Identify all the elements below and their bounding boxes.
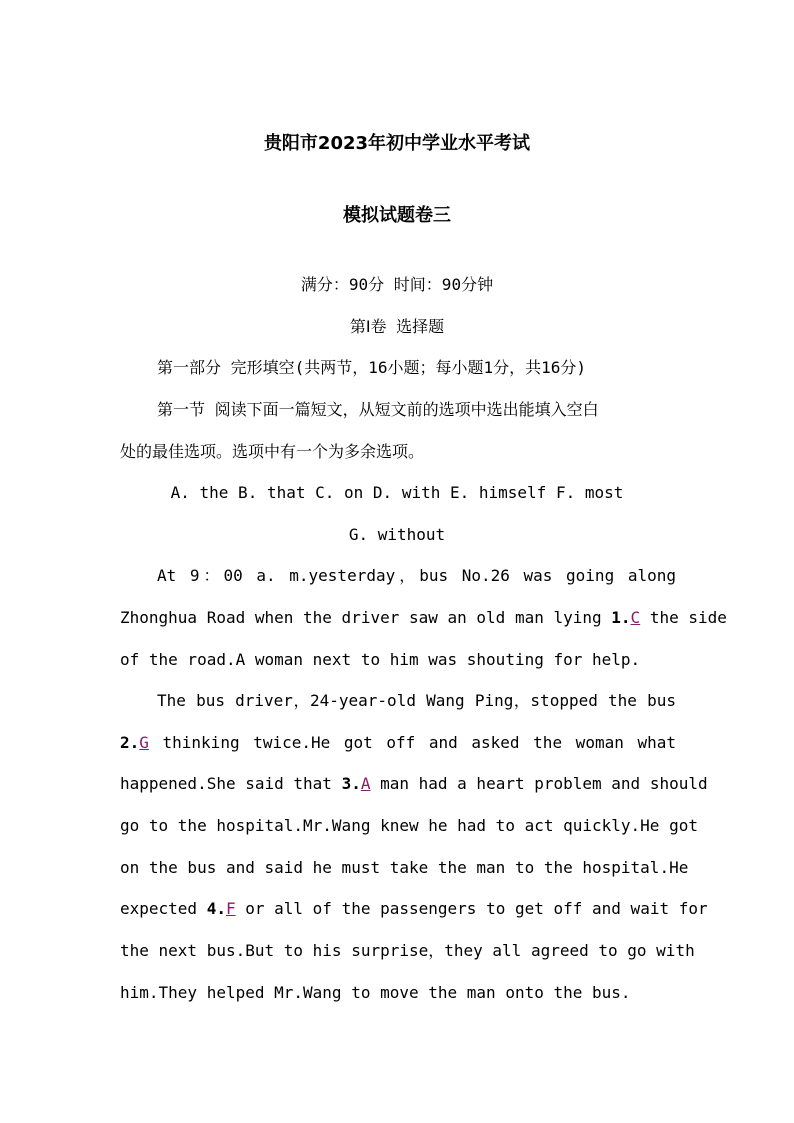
part-heading: 第一部分 完形填空(共两节，16小题；每小题1分，共16分) xyxy=(157,358,587,377)
passage-line: the next bus.But to his surprise，they all agreed to go with xyxy=(120,941,695,960)
blank-answer-2: G xyxy=(139,733,149,752)
exam-info: 满分：90分 时间：90分钟 xyxy=(300,275,494,294)
passage-text: happened.She said that xyxy=(120,774,342,793)
passage-text: man had a heart problem and should xyxy=(370,774,708,793)
blank-number-1: 1. xyxy=(611,608,631,627)
blank-answer-1: C xyxy=(630,608,641,627)
passage-line: At 9：00 a. m.yesterday，bus No.26 was going along xyxy=(157,566,676,585)
passage-line: on the bus and said he must take the man to the hospital.He xyxy=(120,858,689,877)
blank-number-4: 4. xyxy=(206,899,226,918)
passage-line: him.They helped Mr.Wang to move the man onto the bus. xyxy=(120,983,631,1002)
blank-answer-3: A xyxy=(360,774,371,793)
blank-number-2: 2. xyxy=(120,733,140,752)
passage-line xyxy=(120,606,727,630)
passage-text: the side xyxy=(640,608,727,627)
blank-number-3: 3. xyxy=(341,774,361,793)
options-line-1: A. the B. that C. on D. with E. himself F. most xyxy=(170,483,624,502)
passage-text: Zhonghua Road when the driver saw an old man lying xyxy=(120,608,612,627)
passage-line xyxy=(120,731,676,755)
volume-heading: 第Ⅰ卷 选择题 xyxy=(349,317,445,336)
document-title: 贵阳市2023年初中学业水平考试 xyxy=(263,133,531,154)
options-line-2: G. without xyxy=(348,525,446,544)
passage-line xyxy=(120,772,708,796)
passage-line: The bus driver，24-year-old Wang Ping，stopped the bus xyxy=(157,691,676,710)
passage-line: of the road.A woman next to him was shouting for help. xyxy=(120,650,641,669)
passage-line xyxy=(120,897,708,921)
passage-text: thinking twice.He got off and asked the woman what xyxy=(148,733,676,752)
passage-line: go to the hospital.Mr.Wang knew he had to act quickly.He got xyxy=(120,816,698,835)
blank-answer-4: F xyxy=(225,899,236,918)
instruction-line-1: 第一节 阅读下面一篇短文，从短文前的选项中选出能填入空白 xyxy=(157,400,599,419)
document-subtitle: 模拟试题卷三 xyxy=(343,205,451,226)
passage-text: expected xyxy=(120,899,207,918)
instruction-line-2: 处的最佳选项。选项中有一个为多余选项。 xyxy=(120,442,425,461)
passage-text: or all of the passengers to get off and wait for xyxy=(235,899,708,918)
